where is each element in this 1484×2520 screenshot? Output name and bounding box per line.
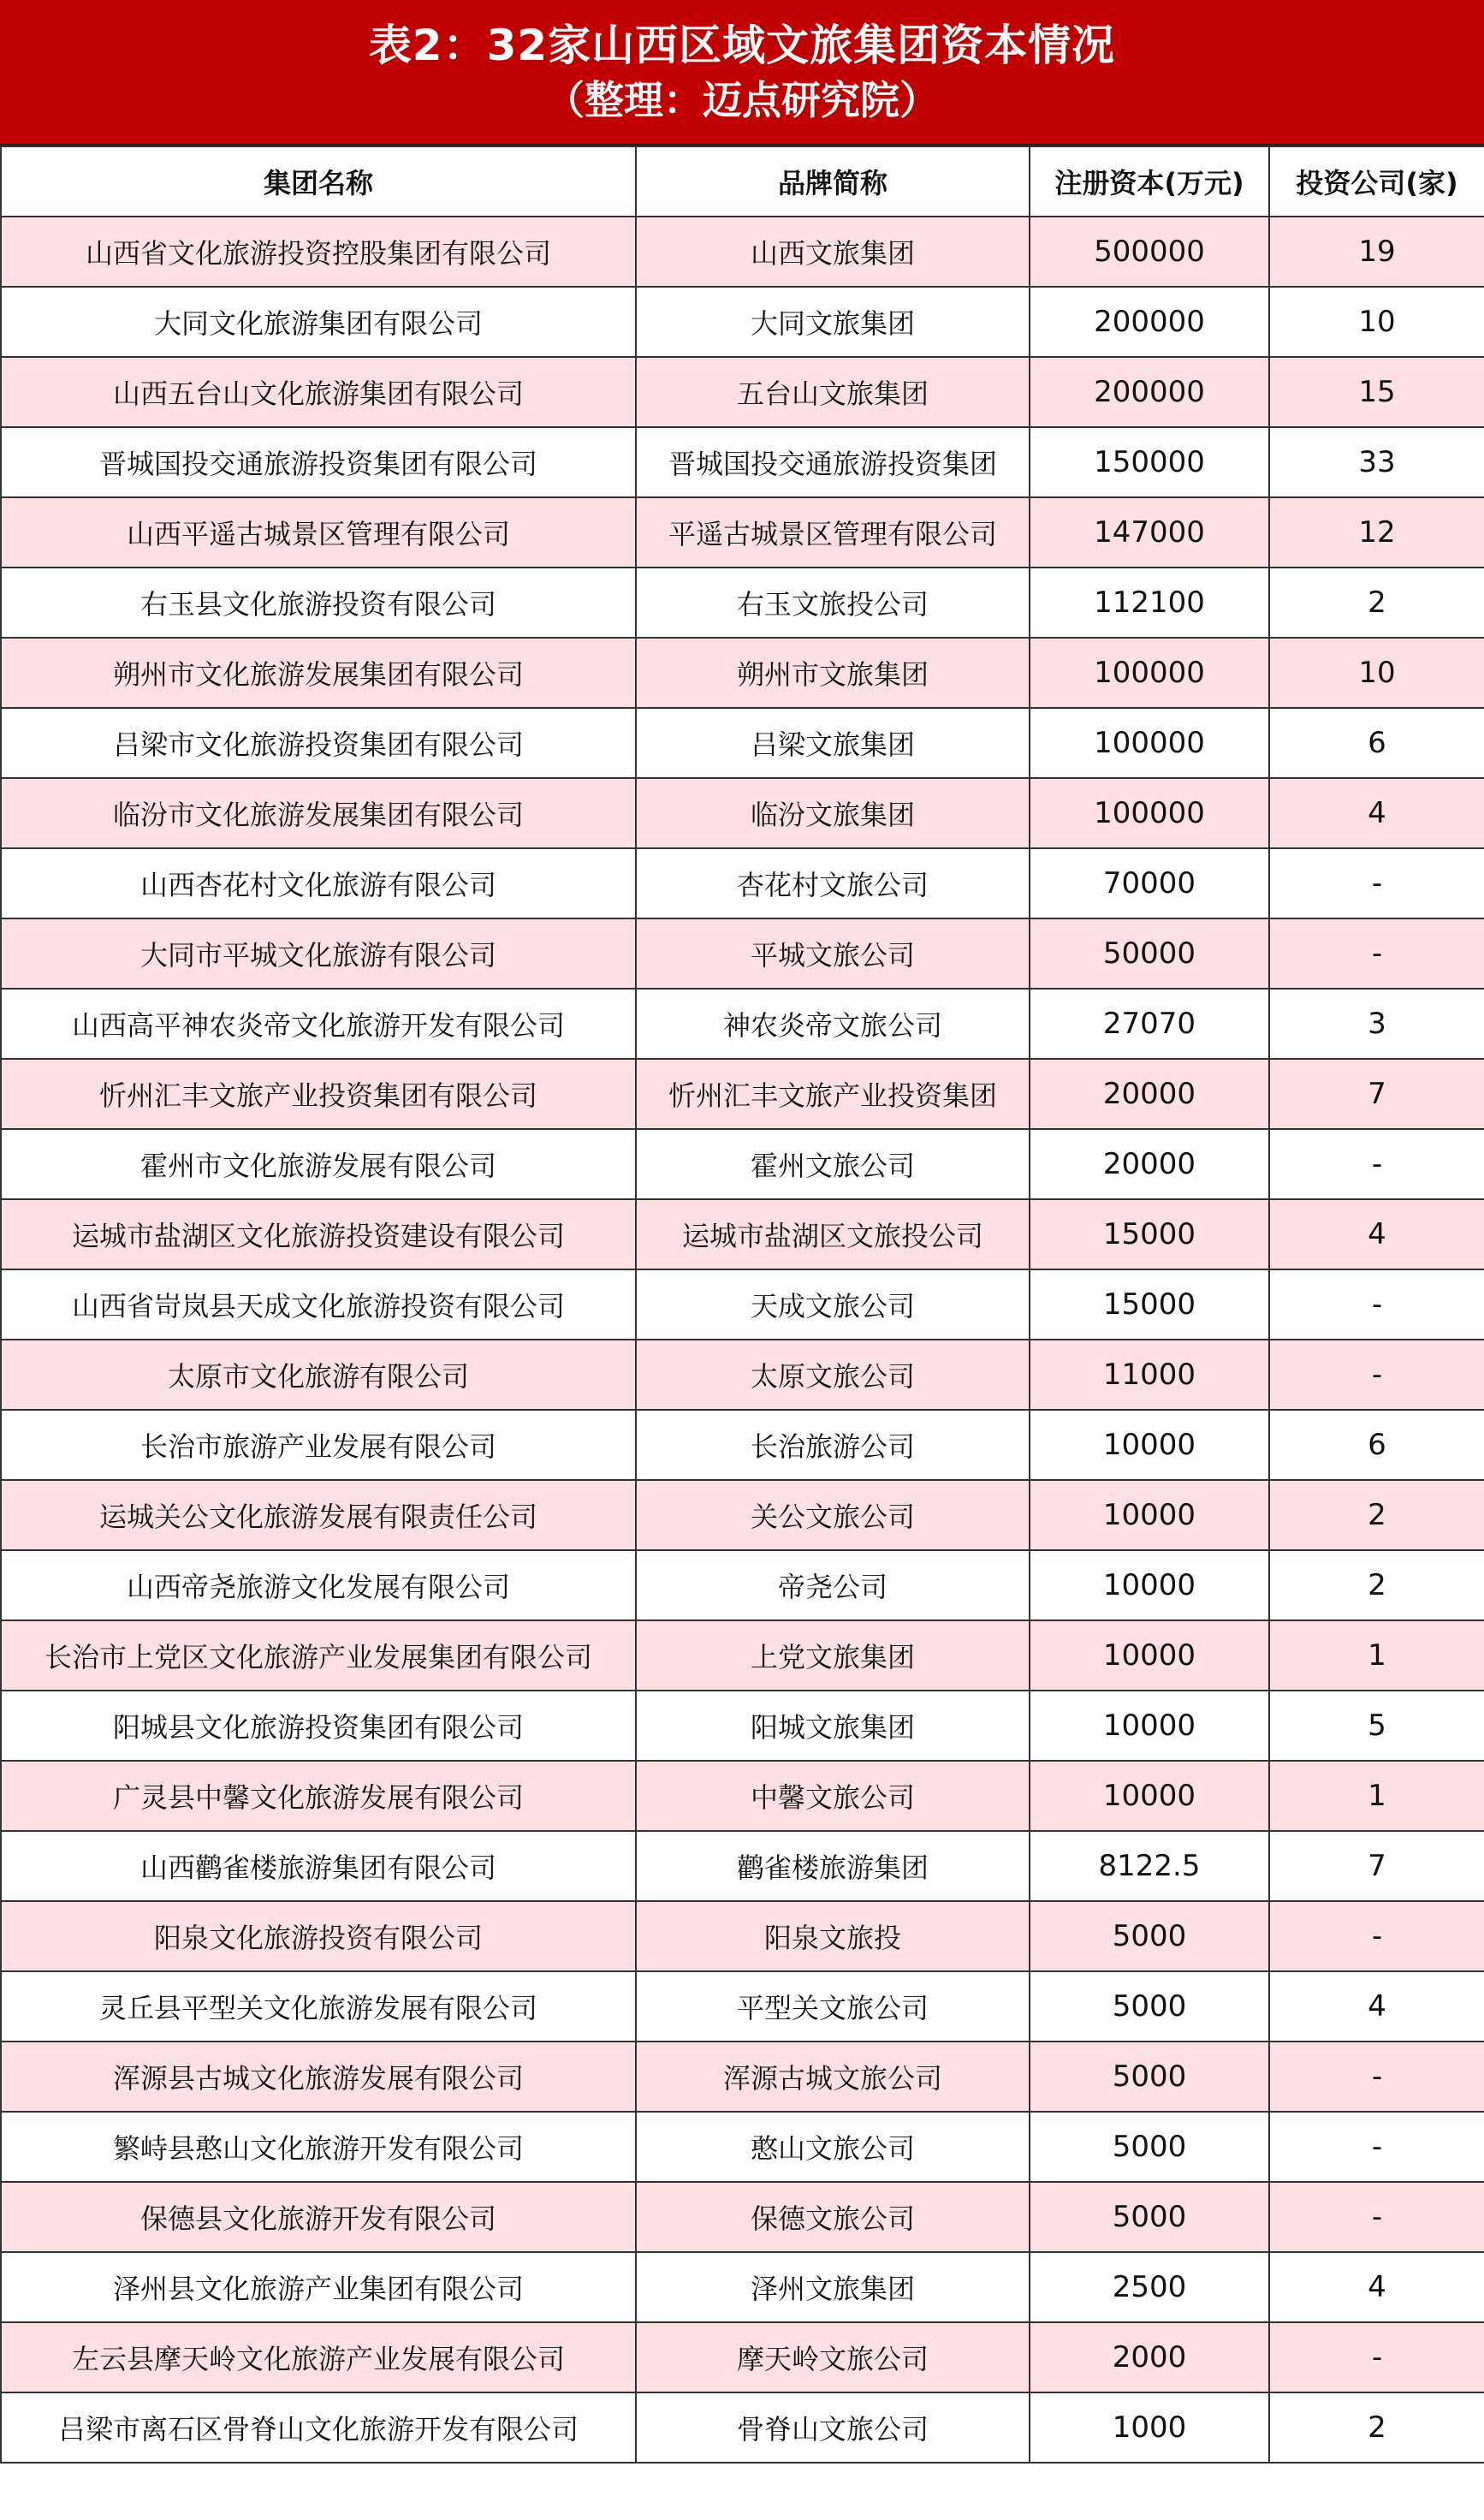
- group-name-cell: 霍州市文化旅游发展有限公司: [1, 1129, 636, 1199]
- group-name-cell: 阳泉文化旅游投资有限公司: [1, 1901, 636, 1971]
- group-name-cell: 山西帝尧旅游文化发展有限公司: [1, 1550, 636, 1620]
- registered-capital-cell: 27070: [1030, 989, 1269, 1059]
- table-row: [1, 1410, 1484, 1480]
- invested-companies-cell: -: [1269, 2112, 1484, 2182]
- registered-capital-cell: 10000: [1030, 1761, 1269, 1831]
- invested-companies-cell: -: [1269, 2182, 1484, 2252]
- registered-capital-cell: 15000: [1030, 1269, 1269, 1340]
- brand-cell: 吕梁文旅集团: [636, 708, 1030, 778]
- group-name-cell: 山西平遥古城景区管理有限公司: [1, 497, 636, 568]
- table-subtitle: （整理：迈点研究院）: [545, 77, 939, 123]
- brand-cell: 泽州文旅集团: [636, 2252, 1030, 2322]
- column-header-invested-companies: 投资公司(家): [1269, 146, 1484, 217]
- invested-companies-cell: 33: [1269, 427, 1484, 497]
- brand-cell: 长治旅游公司: [636, 1410, 1030, 1480]
- invested-companies-cell: -: [1269, 1129, 1484, 1199]
- registered-capital-cell: 10000: [1030, 1620, 1269, 1691]
- capital-table: [0, 146, 1484, 2464]
- invested-companies-cell: 1: [1269, 1620, 1484, 1691]
- group-name-cell: 右玉县文化旅游投资有限公司: [1, 568, 636, 638]
- brand-cell: 运城市盐湖区文旅投公司: [636, 1199, 1030, 1269]
- invested-companies-cell: 4: [1269, 1971, 1484, 2042]
- table-row: [1, 989, 1484, 1059]
- invested-companies-cell: 15: [1269, 357, 1484, 427]
- group-name-cell: 长治市上党区文化旅游产业发展集团有限公司: [1, 1620, 636, 1691]
- table-row: [1, 1901, 1484, 1971]
- registered-capital-cell: 10000: [1030, 1550, 1269, 1620]
- brand-cell: 阳城文旅集团: [636, 1691, 1030, 1761]
- brand-cell: 阳泉文旅投: [636, 1901, 1030, 1971]
- brand-cell: 霍州文旅公司: [636, 1129, 1030, 1199]
- group-name-cell: 灵丘县平型关文化旅游发展有限公司: [1, 1971, 636, 2042]
- group-name-cell: 山西鹳雀楼旅游集团有限公司: [1, 1831, 636, 1901]
- group-name-cell: 晋城国投交通旅游投资集团有限公司: [1, 427, 636, 497]
- group-name-cell: 忻州汇丰文旅产业投资集团有限公司: [1, 1059, 636, 1129]
- group-name-cell: 大同市平城文化旅游有限公司: [1, 918, 636, 989]
- brand-cell: 平型关文旅公司: [636, 1971, 1030, 2042]
- table-row: [1, 497, 1484, 568]
- table-row: [1, 778, 1484, 848]
- brand-cell: 平遥古城景区管理有限公司: [636, 497, 1030, 568]
- registered-capital-cell: 100000: [1030, 638, 1269, 708]
- table-row: [1, 2392, 1484, 2463]
- table-row: [1, 1761, 1484, 1831]
- invested-companies-cell: 1: [1269, 1761, 1484, 1831]
- brand-cell: 朔州市文旅集团: [636, 638, 1030, 708]
- group-name-cell: 吕梁市离石区骨脊山文化旅游开发有限公司: [1, 2392, 636, 2463]
- invested-companies-cell: -: [1269, 848, 1484, 918]
- brand-cell: 憨山文旅公司: [636, 2112, 1030, 2182]
- table-row: [1, 2322, 1484, 2392]
- brand-cell: 太原文旅公司: [636, 1340, 1030, 1410]
- registered-capital-cell: 5000: [1030, 2112, 1269, 2182]
- brand-cell: 上党文旅集团: [636, 1620, 1030, 1691]
- registered-capital-cell: 5000: [1030, 1971, 1269, 2042]
- brand-cell: 保德文旅公司: [636, 2182, 1030, 2252]
- table-row: [1, 427, 1484, 497]
- table-row: [1, 287, 1484, 357]
- column-header-registered-capital: 注册资本(万元): [1030, 146, 1269, 217]
- column-header-brand: 品牌简称: [636, 146, 1030, 217]
- registered-capital-cell: 500000: [1030, 217, 1269, 287]
- group-name-cell: 繁峙县憨山文化旅游开发有限公司: [1, 2112, 636, 2182]
- table-row: [1, 1480, 1484, 1550]
- table-row: [1, 708, 1484, 778]
- group-name-cell: 泽州县文化旅游产业集团有限公司: [1, 2252, 636, 2322]
- invested-companies-cell: -: [1269, 1269, 1484, 1340]
- group-name-cell: 浑源县古城文化旅游发展有限公司: [1, 2042, 636, 2112]
- brand-cell: 鹳雀楼旅游集团: [636, 1831, 1030, 1901]
- invested-companies-cell: 3: [1269, 989, 1484, 1059]
- registered-capital-cell: 2000: [1030, 2322, 1269, 2392]
- brand-cell: 神农炎帝文旅公司: [636, 989, 1030, 1059]
- group-name-cell: 保德县文化旅游开发有限公司: [1, 2182, 636, 2252]
- invested-companies-cell: -: [1269, 2042, 1484, 2112]
- registered-capital-cell: 200000: [1030, 287, 1269, 357]
- registered-capital-cell: 20000: [1030, 1059, 1269, 1129]
- group-name-cell: 运城关公文化旅游发展有限责任公司: [1, 1480, 636, 1550]
- invested-companies-cell: 7: [1269, 1831, 1484, 1901]
- registered-capital-cell: 5000: [1030, 2182, 1269, 2252]
- invested-companies-cell: -: [1269, 918, 1484, 989]
- invested-companies-cell: 5: [1269, 1691, 1484, 1761]
- group-name-cell: 左云县摩天岭文化旅游产业发展有限公司: [1, 2322, 636, 2392]
- brand-cell: 中馨文旅公司: [636, 1761, 1030, 1831]
- group-name-cell: 临汾市文化旅游发展集团有限公司: [1, 778, 636, 848]
- registered-capital-cell: 150000: [1030, 427, 1269, 497]
- group-name-cell: 山西杏花村文化旅游有限公司: [1, 848, 636, 918]
- table-row: [1, 1059, 1484, 1129]
- table-row: [1, 2042, 1484, 2112]
- table-row: [1, 1831, 1484, 1901]
- brand-cell: 天成文旅公司: [636, 1269, 1030, 1340]
- invested-companies-cell: 4: [1269, 1199, 1484, 1269]
- title-banner: [0, 0, 1484, 146]
- invested-companies-cell: -: [1269, 2322, 1484, 2392]
- column-header-group-name: 集团名称: [1, 146, 636, 217]
- registered-capital-cell: 11000: [1030, 1340, 1269, 1410]
- table-row: [1, 2182, 1484, 2252]
- brand-cell: 浑源古城文旅公司: [636, 2042, 1030, 2112]
- brand-cell: 杏花村文旅公司: [636, 848, 1030, 918]
- table-row: [1, 1340, 1484, 1410]
- registered-capital-cell: 1000: [1030, 2392, 1269, 2463]
- brand-cell: 大同文旅集团: [636, 287, 1030, 357]
- invested-companies-cell: 10: [1269, 638, 1484, 708]
- table-header-row: [1, 146, 1484, 217]
- brand-cell: 骨脊山文旅公司: [636, 2392, 1030, 2463]
- invested-companies-cell: 2: [1269, 1480, 1484, 1550]
- registered-capital-cell: 10000: [1030, 1480, 1269, 1550]
- table-row: [1, 2252, 1484, 2322]
- table-row: [1, 848, 1484, 918]
- registered-capital-cell: 15000: [1030, 1199, 1269, 1269]
- invested-companies-cell: 19: [1269, 217, 1484, 287]
- table-row: [1, 1691, 1484, 1761]
- registered-capital-cell: 70000: [1030, 848, 1269, 918]
- table-row: [1, 1129, 1484, 1199]
- registered-capital-cell: 8122.5: [1030, 1831, 1269, 1901]
- group-name-cell: 阳城县文化旅游投资集团有限公司: [1, 1691, 636, 1761]
- brand-cell: 晋城国投交通旅游投资集团: [636, 427, 1030, 497]
- invested-companies-cell: 12: [1269, 497, 1484, 568]
- invested-companies-cell: 2: [1269, 2392, 1484, 2463]
- brand-cell: 忻州汇丰文旅产业投资集团: [636, 1059, 1030, 1129]
- brand-cell: 帝尧公司: [636, 1550, 1030, 1620]
- table-row: [1, 918, 1484, 989]
- table-row: [1, 1971, 1484, 2042]
- registered-capital-cell: 10000: [1030, 1691, 1269, 1761]
- registered-capital-cell: 10000: [1030, 1410, 1269, 1480]
- group-name-cell: 山西省岢岚县天成文化旅游投资有限公司: [1, 1269, 636, 1340]
- table-row: [1, 2112, 1484, 2182]
- group-name-cell: 广灵县中馨文化旅游发展有限公司: [1, 1761, 636, 1831]
- table-row: [1, 357, 1484, 427]
- table-row: [1, 1199, 1484, 1269]
- brand-cell: 山西文旅集团: [636, 217, 1030, 287]
- invested-companies-cell: 2: [1269, 1550, 1484, 1620]
- table-row: [1, 217, 1484, 287]
- invested-companies-cell: 7: [1269, 1059, 1484, 1129]
- registered-capital-cell: 2500: [1030, 2252, 1269, 2322]
- table-row: [1, 1269, 1484, 1340]
- invested-companies-cell: 4: [1269, 778, 1484, 848]
- group-name-cell: 太原市文化旅游有限公司: [1, 1340, 636, 1410]
- invested-companies-cell: -: [1269, 1340, 1484, 1410]
- table-row: [1, 568, 1484, 638]
- registered-capital-cell: 5000: [1030, 2042, 1269, 2112]
- brand-cell: 五台山文旅集团: [636, 357, 1030, 427]
- group-name-cell: 运城市盐湖区文化旅游投资建设有限公司: [1, 1199, 636, 1269]
- group-name-cell: 长治市旅游产业发展有限公司: [1, 1410, 636, 1480]
- group-name-cell: 朔州市文化旅游发展集团有限公司: [1, 638, 636, 708]
- registered-capital-cell: 50000: [1030, 918, 1269, 989]
- group-name-cell: 山西五台山文化旅游集团有限公司: [1, 357, 636, 427]
- group-name-cell: 大同文化旅游集团有限公司: [1, 287, 636, 357]
- invested-companies-cell: 6: [1269, 1410, 1484, 1480]
- invested-companies-cell: 6: [1269, 708, 1484, 778]
- group-name-cell: 山西高平神农炎帝文化旅游开发有限公司: [1, 989, 636, 1059]
- brand-cell: 关公文旅公司: [636, 1480, 1030, 1550]
- registered-capital-cell: 5000: [1030, 1901, 1269, 1971]
- invested-companies-cell: 4: [1269, 2252, 1484, 2322]
- invested-companies-cell: 2: [1269, 568, 1484, 638]
- group-name-cell: 山西省文化旅游投资控股集团有限公司: [1, 217, 636, 287]
- table-row: [1, 1620, 1484, 1691]
- registered-capital-cell: 100000: [1030, 708, 1269, 778]
- invested-companies-cell: 10: [1269, 287, 1484, 357]
- table-title: 表2：32家山西区域文旅集团资本情况: [368, 21, 1116, 70]
- table-row: [1, 1550, 1484, 1620]
- brand-cell: 平城文旅公司: [636, 918, 1030, 989]
- registered-capital-cell: 200000: [1030, 357, 1269, 427]
- invested-companies-cell: -: [1269, 1901, 1484, 1971]
- brand-cell: 临汾文旅集团: [636, 778, 1030, 848]
- registered-capital-cell: 100000: [1030, 778, 1269, 848]
- brand-cell: 右玉文旅投公司: [636, 568, 1030, 638]
- registered-capital-cell: 20000: [1030, 1129, 1269, 1199]
- table-row: [1, 638, 1484, 708]
- registered-capital-cell: 112100: [1030, 568, 1269, 638]
- brand-cell: 摩天岭文旅公司: [636, 2322, 1030, 2392]
- registered-capital-cell: 147000: [1030, 497, 1269, 568]
- group-name-cell: 吕梁市文化旅游投资集团有限公司: [1, 708, 636, 778]
